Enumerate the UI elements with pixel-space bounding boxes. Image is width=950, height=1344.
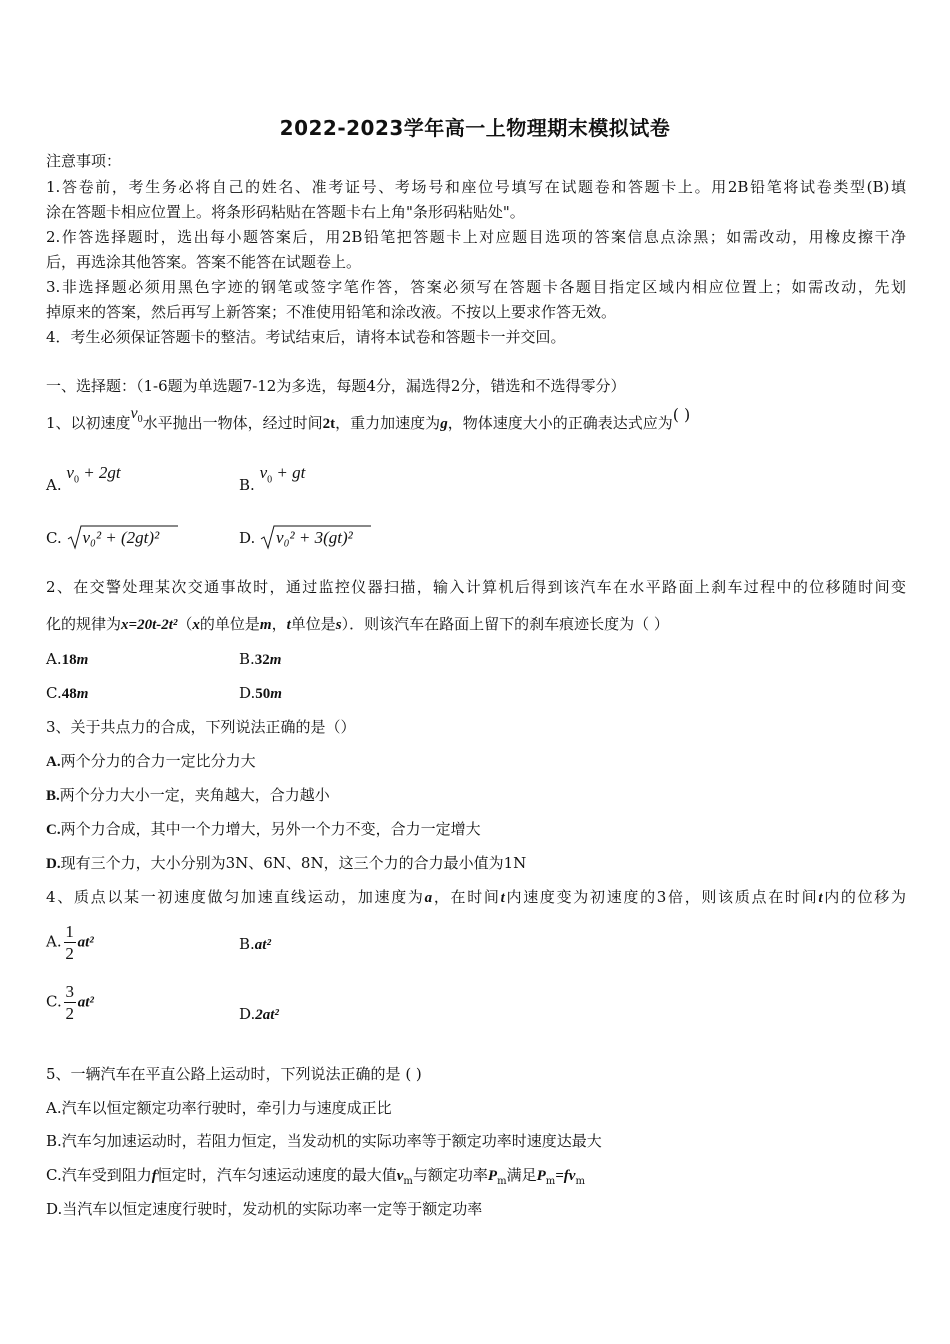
question-3-option-c[interactable]: C.两个力合成，其中一个力增大，另外一个力不变，合力一定增大: [46, 820, 481, 838]
question-4-option-a[interactable]: A. $\frac{1}{2}$ at²: [46, 922, 94, 963]
question-2-option-d[interactable]: D.50m: [239, 684, 282, 702]
v0-symbol: $v_0$: [130, 405, 143, 426]
question-2-line-2: 化的规律为x=20t-2t²（x的单位是m，t单位是s）．则该汽车在路面上留下的刹车痕迹长度为（ ）: [46, 615, 669, 633]
question-5-option-a[interactable]: A.汽车以恒定额定功率行驶时，牵引力与速度成正比: [46, 1099, 392, 1117]
fraction-one-half: $\frac{1}{2}$: [65, 922, 74, 963]
question-1-option-d[interactable]: D. v₀² + 3(gt)²: [239, 528, 353, 548]
question-1-stem: 1、以初速度$v_0$水平抛出一物体，经过时间2t，重力加速度为g，物体速度大小的正确表达式应为( ): [46, 405, 691, 432]
question-5-option-b[interactable]: B.汽车匀加速运动时，若阻力恒定，当发动机的实际功率等于额定功率时速度达最大: [46, 1132, 602, 1150]
notice-line-1: 1.答卷前，考生务必将自己的姓名、准考证号、考场号和座位号填写在试题卷和答题卡上。用2B铅笔将试卷类型(B)填: [46, 178, 906, 196]
question-3-stem: 3、关于共点力的合成，下列说法正确的是（）: [46, 718, 356, 736]
question-3-option-b[interactable]: B.两个分力大小一定，夹角越大，合力越小: [46, 786, 330, 804]
question-2-option-c[interactable]: C.48m: [46, 684, 89, 702]
question-2-line-1: 2、在交警处理某次交通事故时，通过监控仪器扫描，输入计算机后得到该汽车在水平路面上刹车过程中的位移随时间变: [46, 578, 906, 596]
section-heading: 一、选择题：（1-6题为单选题7-12为多选，每题4分，漏选得2分，错选和不选得零分）: [46, 377, 626, 395]
question-2-option-a[interactable]: A.18m: [46, 650, 89, 668]
notice-line-6: 掉原来的答案，然后再写上新答案；不准使用铅笔和涂改液。不按以上要求作答无效。: [46, 303, 617, 321]
page-title: 2022-2023学年高一上物理期末模拟试卷: [279, 116, 671, 140]
notice-line-4: 后，再选涂其他答案。答案不能答在试题卷上。: [46, 253, 362, 271]
radical-sign: [260, 524, 372, 550]
question-4-option-c[interactable]: C. $\frac{3}{2}$ at²: [46, 982, 94, 1023]
radical-sign: [67, 524, 179, 550]
notice-line-5: 3.非选择题必须用黑色字迹的钢笔或签字笔作答，答案必须写在答题卡各题目指定区域内相应位置上；如需改动，先划: [46, 278, 906, 296]
notice-line-3: 2.作答选择题时，选出每小题答案后，用2B铅笔把答题卡上对应题目选项的答案信息点涂黑；如需改动，用橡皮擦干净: [46, 228, 906, 246]
question-5-option-d[interactable]: D.当汽车以恒定速度行驶时，发动机的实际功率一定等于额定功率: [46, 1200, 483, 1218]
question-4-stem: 4、质点以某一初速度做匀加速直线运动，加速度为a，在时间t内速度变为初速度的3倍，则该质点在时间t内的位移为: [46, 888, 906, 906]
notice-line-2: 涂在答题卡相应位置上。将条形码粘贴在答题卡右上角"条形码粘贴处"。: [46, 203, 525, 221]
fraction-three-halves: $\frac{3}{2}$: [65, 982, 74, 1023]
question-3-option-a[interactable]: A.两个分力的合力一定比分力大: [46, 752, 256, 770]
question-2-option-b[interactable]: B.32m: [239, 650, 282, 668]
question-3-option-d[interactable]: D.现有三个力，大小分别为3N、6N、8N，这三个力的合力最小值为1N: [46, 854, 527, 872]
sqrt-expression: v₀² + 3(gt)²: [260, 528, 353, 548]
sqrt-expression: v₀² + (2gt)²: [67, 528, 160, 548]
question-5-stem: 5、一辆汽车在平直公路上运动时，下列说法正确的是 ( ): [46, 1065, 422, 1083]
question-1-option-b[interactable]: B. $v_0$ + gt: [239, 463, 306, 494]
question-1-option-a[interactable]: A. $v_0 + 2gt$: [46, 463, 121, 494]
question-1-option-c[interactable]: C. v₀² + (2gt)²: [46, 528, 159, 548]
notice-heading: 注意事项：: [46, 152, 122, 170]
question-5-option-c[interactable]: C.汽车受到阻力f恒定时，汽车匀速运动速度的最大值$v_m$与额定功率$P_m$满足$P_m=fv_m$: [46, 1166, 585, 1187]
question-4-option-b[interactable]: B.at²: [239, 935, 271, 953]
notice-line-7: 4．考生必须保证答题卡的整洁。考试结束后，请将本试卷和答题卡一并交回。: [46, 328, 566, 346]
question-4-option-d[interactable]: D.2at²: [239, 1005, 279, 1023]
